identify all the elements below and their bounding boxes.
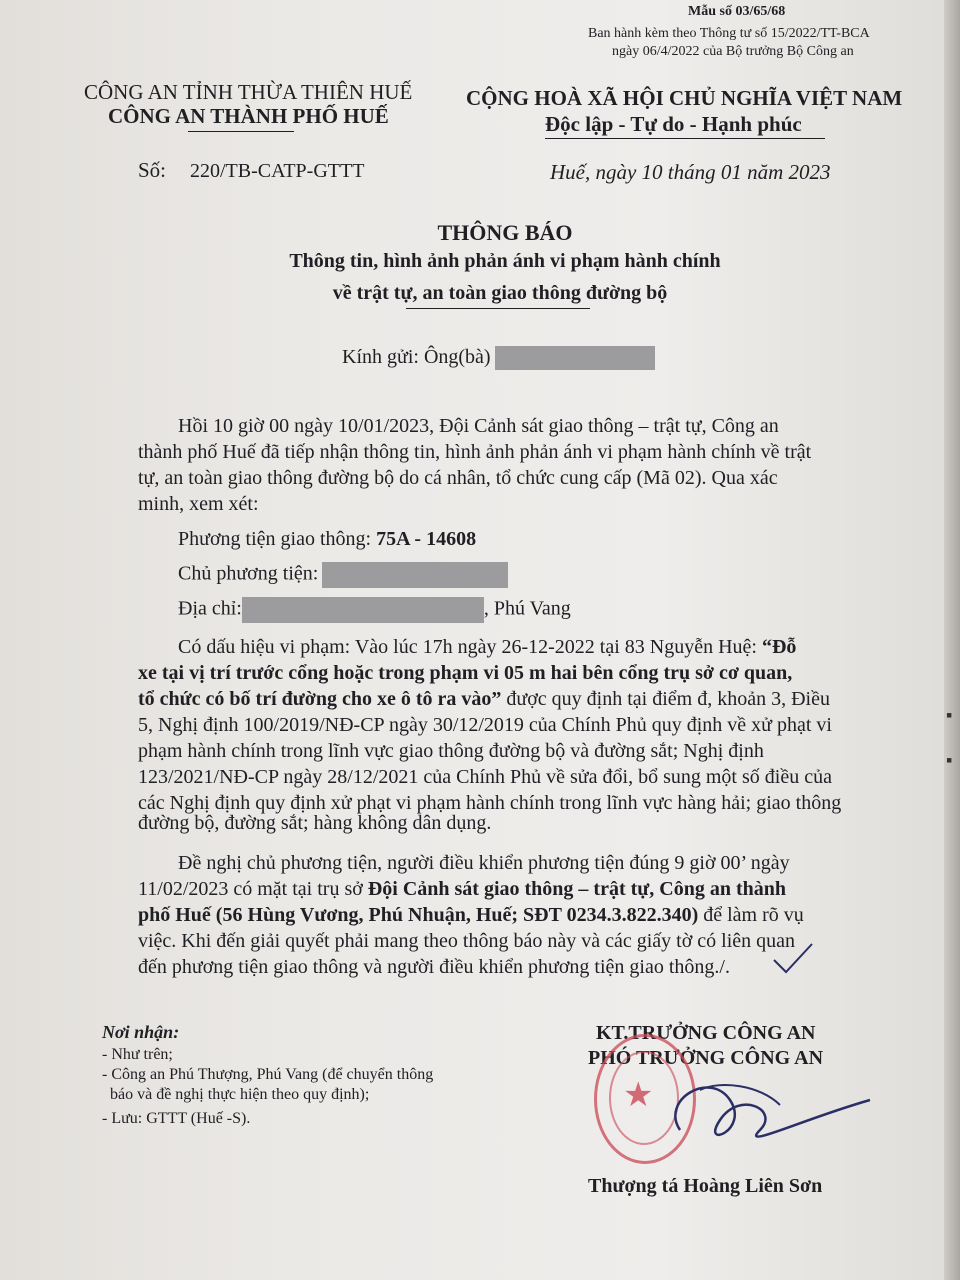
place-date: Huế, ngày 10 tháng 01 năm 2023 <box>550 160 831 184</box>
address-redacted <box>242 597 484 623</box>
violation-intro: Có dấu hiệu vi phạm: Vào lúc 17h ngày 26-12-2022 tại 83 Nguyễn Huệ: <box>178 636 762 658</box>
para1-line1: Hồi 10 giờ 00 ngày 10/01/2023, Đội Cảnh sát giao thông – trật tự, Công an <box>178 415 779 437</box>
para1-line3: tự, an toàn giao thông đường bộ do cá nhân, tổ chức cung cấp (Mã 02). Qua xác <box>138 467 778 489</box>
violation-line5: phạm hành chính trong lĩnh vực giao thông đường bộ và đường sắt; Nghị định <box>138 740 764 762</box>
request-line3 <box>138 904 804 927</box>
para1-line4: minh, xem xét: <box>138 493 259 515</box>
recipient-name-redacted <box>495 346 655 370</box>
address-tail: , Phú Vang <box>483 597 571 620</box>
sign-title-1: KT.TRƯỞNG CÔNG AN <box>596 1022 816 1044</box>
document-subtitle-2: về trật tự, an toàn giao thông đường bộ <box>332 282 668 304</box>
agency-underline <box>188 131 294 132</box>
checkmark-icon <box>768 940 818 980</box>
recipient-item-1: - Như trên; <box>102 1046 173 1063</box>
signer-name: Thượng tá Hoàng Liên Sơn <box>588 1175 823 1197</box>
agency-name: CÔNG AN THÀNH PHỐ HUẾ <box>108 104 389 128</box>
request-purpose: để làm rõ vụ <box>698 904 804 926</box>
page-edge: ▪ ▪ <box>944 0 960 1280</box>
handwritten-signature <box>640 1060 900 1160</box>
violation-line4: 5, Nghị định 100/2019/NĐ-CP ngày 30/12/2019 của Chính Phủ quy định về xử phạt vi <box>138 714 832 736</box>
owner-line <box>178 562 508 588</box>
owner-label: Chủ phương tiện: <box>178 562 319 585</box>
doc-number-label: Số: <box>138 158 167 182</box>
motto-underline <box>545 138 825 139</box>
agency-parent: CÔNG AN TỈNH THỪA THIÊN HUẾ <box>84 80 413 104</box>
address-label: Địa chỉ: <box>178 597 242 620</box>
doc-number: 220/TB-CATP-GTTT <box>190 160 365 182</box>
national-motto: Độc lập - Tự do - Hạnh phúc <box>545 112 802 136</box>
violation-line6: 123/2021/NĐ-CP ngày 28/12/2021 của Chính Phủ về sửa đổi, bổ sung một số điều của <box>138 766 832 788</box>
recipients-title: Nơi nhận: <box>102 1022 180 1042</box>
violation-quote-start: “Đỗ <box>761 636 797 658</box>
violation-line2: xe tại vị trí trước cổng hoặc trong phạm vi 05 m hai bên cổng trụ sở cơ quan, <box>138 662 793 684</box>
form-issued-line1: Ban hành kèm theo Thông tư số 15/2022/TT-BCA <box>588 26 870 41</box>
violation-ref: được quy định tại điểm đ, khoản 3, Điều <box>501 688 830 710</box>
request-line2 <box>138 878 786 901</box>
violation-line7: các Nghị định quy định xử phạt vi phạm hành chính trong lĩnh vực hàng hải; giao thông <box>138 792 842 814</box>
country-name: CỘNG HOÀ XÃ HỘI CHỦ NGHĨA VIỆT NAM <box>466 86 903 110</box>
vehicle-plate: 75A - 14608 <box>376 528 477 550</box>
recipient-item-3: - Lưu: GTTT (Huế -S). <box>102 1110 251 1127</box>
vehicle-label: Phương tiện giao thông: <box>178 528 372 550</box>
recipient-item-2: - Công an Phú Thượng, Phú Vang (để chuyển thông <box>102 1066 434 1083</box>
document-subtitle-1: Thông tin, hình ảnh phản ánh vi phạm hành chính <box>289 250 721 272</box>
sign-title-2: PHÓ TRƯỞNG CÔNG AN <box>588 1047 824 1069</box>
form-issued-line2: ngày 06/4/2022 của Bộ trưởng Bộ Công an <box>612 44 854 59</box>
request-office: Đội Cảnh sát giao thông – trật tự, Công an thành <box>367 878 786 900</box>
violation-line1 <box>178 636 796 659</box>
recipient-item-2-cont: báo và đề nghị thực hiện theo quy định); <box>110 1086 370 1103</box>
violation-quote-end: tổ chức có bố trí đường cho xe ô tô ra vào” <box>138 688 502 710</box>
request-line1: Đề nghị chủ phương tiện, người điều khiển phương tiện đúng 9 giờ 00’ ngày <box>178 852 790 874</box>
violation-line8: đường bộ, đường sắt; hàng không dân dụng. <box>138 812 492 834</box>
request-date: 11/02/2023 có mặt tại trụ sở <box>138 878 368 900</box>
recipient-line <box>342 346 655 370</box>
para1-line2: thành phố Huế đã tiếp nhận thông tin, hình ảnh phản ánh vi phạm hành chính về trật <box>138 441 812 463</box>
request-line5: đến phương tiện giao thông và người điều khiển phương tiện giao thông./. <box>138 956 730 978</box>
address-line <box>178 597 571 623</box>
vehicle-line <box>178 528 476 551</box>
title-underline <box>406 308 590 309</box>
request-address: phố Huế (56 Hùng Vương, Phú Nhuận, Huế; SĐT 0234.3.822.340) <box>138 904 699 926</box>
form-number: Mẫu số 03/65/68 <box>688 4 786 19</box>
request-line4: việc. Khi đến giải quyết phải mang theo thông báo này và các giấy tờ có liên quan <box>138 930 796 952</box>
violation-line3 <box>138 688 830 711</box>
document-title: THÔNG BÁO <box>437 220 573 245</box>
owner-name-redacted <box>322 562 508 588</box>
official-seal: ★ <box>594 1034 696 1164</box>
recipient-label: Kính gửi: Ông(bà) <box>342 346 491 368</box>
